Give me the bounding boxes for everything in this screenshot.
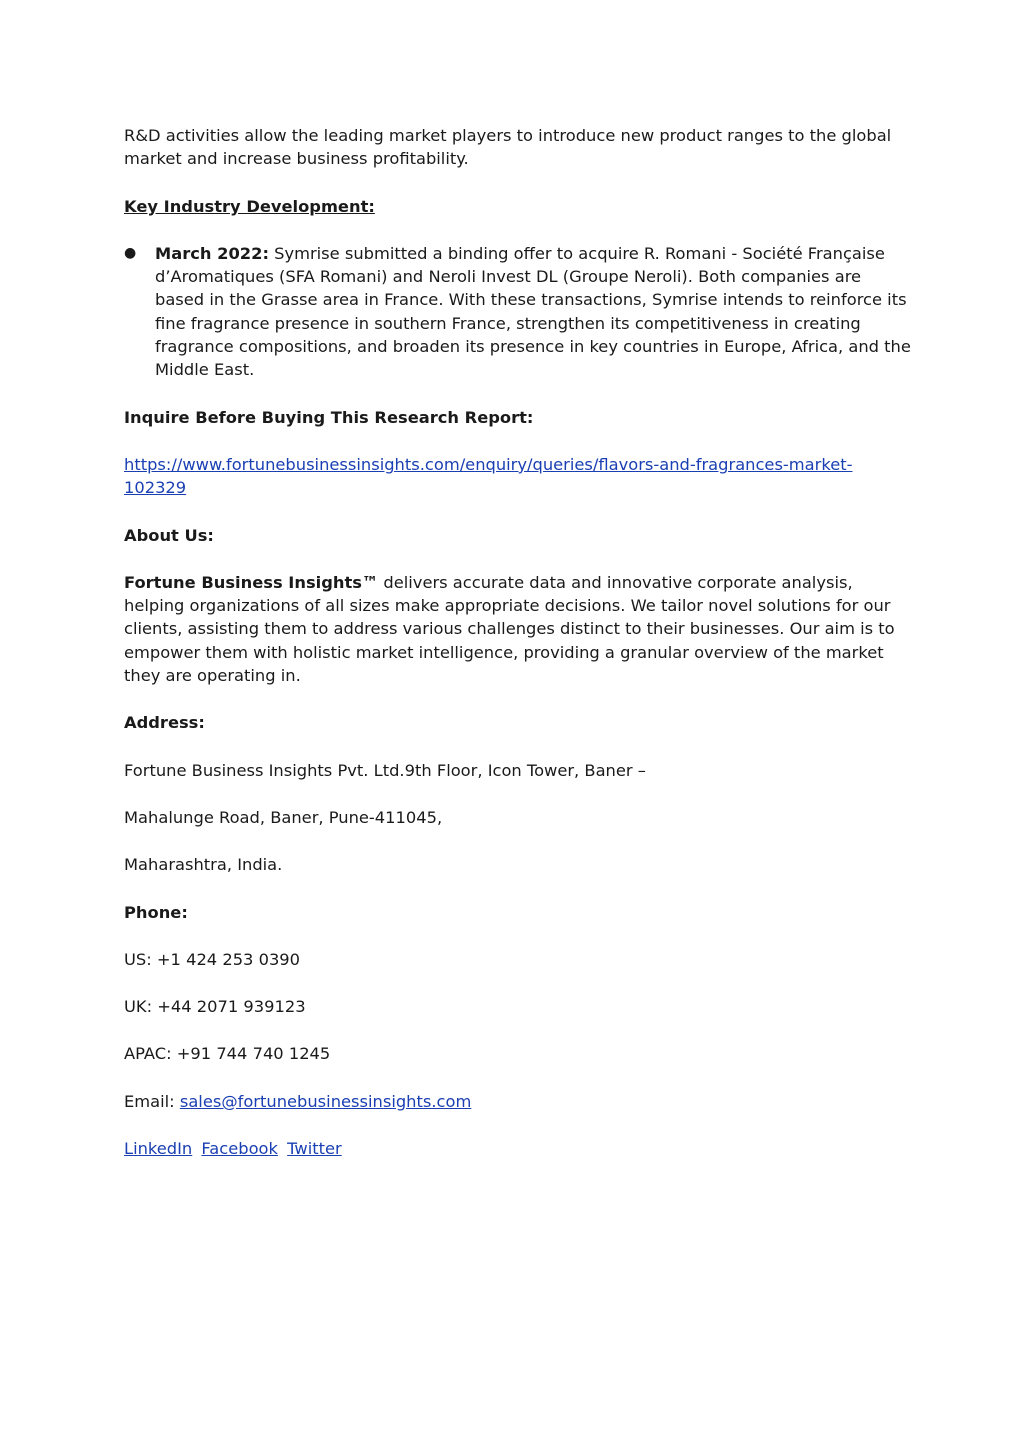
facebook-link[interactable]: Facebook: [201, 1139, 278, 1159]
development-text: Symrise submitted a binding offer to acquire R. Romani - Société Française d’Aromatiques (SFA Romani) and Neroli Invest DL (Groupe Neroli). Both companies are based in the Grasse area in France. With these transactions, Symrise intends to reinforce its fine fragrance presence in southern France, strengthen its competitiveness in creating fragrance compositions, and broaden its presence in key countries in Europe, Africa, and the Middle East.: [155, 243, 911, 380]
intro-paragraph: R&D activities allow the leading market players to introduce new product ranges to the global market and increase business profitability.: [124, 126, 892, 169]
phone-uk: UK: +44 2071 939123: [124, 997, 306, 1017]
document-page: [124, 124, 914, 1184]
twitter-link[interactable]: Twitter: [287, 1139, 342, 1159]
address-line-3: Maharashtra, India.: [124, 855, 283, 875]
about-paragraph: [124, 571, 914, 687]
email-link[interactable]: sales@fortunebusinessinsights.com: [179, 1091, 472, 1111]
inquire-link[interactable]: https://www.fortunebusinessinsights.com/enquiry/queries/flavors-and-fragrances-market-102329: [124, 454, 853, 498]
social-links: [124, 1137, 914, 1160]
development-date: March 2022:: [155, 243, 269, 263]
inquire-heading: Inquire Before Buying This Research Report:: [124, 407, 534, 427]
key-development-list: [124, 242, 914, 382]
address-heading: Address:: [124, 713, 205, 733]
bullet-icon: ●: [124, 244, 137, 261]
email-paragraph: [124, 1090, 914, 1113]
list-item: [124, 242, 914, 382]
about-heading: About Us:: [124, 525, 214, 545]
phone-heading: Phone:: [124, 902, 188, 922]
address-line-1: Fortune Business Insights Pvt. Ltd.9th Floor, Icon Tower, Baner –: [124, 760, 646, 780]
about-text: delivers accurate data and innovative corporate analysis, helping organizations of all sizes make appropriate decisions. We tailor novel solutions for our clients, assisting them to address various challenges distinct to their businesses. Our aim is to empower them with holistic market intelligence, providing a granular overview of the market they are operating in.: [124, 572, 895, 686]
company-name: Fortune Business Insights™: [124, 572, 379, 592]
key-development-heading: Key Industry Development:: [124, 196, 375, 216]
email-label: Email:: [124, 1091, 180, 1111]
phone-apac: APAC: +91 744 740 1245: [124, 1044, 331, 1064]
inquire-link-paragraph: [124, 453, 914, 500]
address-line-2: Mahalunge Road, Baner, Pune-411045,: [124, 807, 443, 827]
phone-us: US: +1 424 253 0390: [124, 949, 301, 969]
linkedin-link[interactable]: LinkedIn: [124, 1139, 193, 1159]
